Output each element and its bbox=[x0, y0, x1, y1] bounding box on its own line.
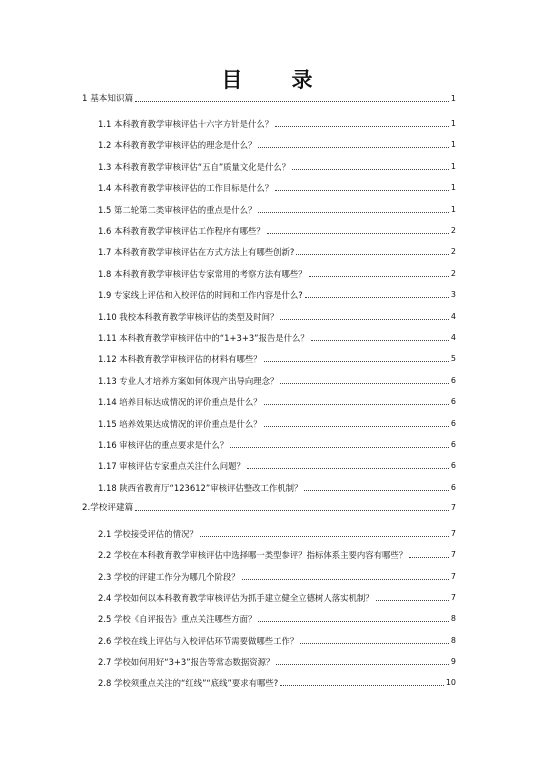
toc-entry[interactable] bbox=[98, 312, 456, 322]
toc-page-number: 1 bbox=[450, 140, 456, 150]
toc-entry[interactable] bbox=[98, 419, 456, 429]
dot-leader bbox=[304, 489, 449, 491]
dot-leader bbox=[309, 275, 449, 277]
toc-page-number: 5 bbox=[450, 354, 456, 364]
toc-page-number: 2 bbox=[450, 226, 456, 235]
toc-page-number: 6 bbox=[450, 440, 456, 449]
dot-leader bbox=[135, 100, 449, 102]
toc-entry[interactable] bbox=[98, 333, 456, 343]
toc-entry-label: 1.5 第二轮第二类审核评估的重点是什么？ bbox=[98, 204, 257, 215]
toc-entry[interactable] bbox=[98, 247, 456, 257]
toc-entry-label: 1.13 专业人才培养方案如何体现产出导向理念？ bbox=[98, 375, 279, 386]
toc-entry-label: 2.2 学校在本科教育教学审核评估中选择哪一类型参评？指标体系主要内容有哪些？ bbox=[98, 550, 408, 561]
toc-page-number: 4 bbox=[450, 333, 456, 342]
toc-entry-label: 1.1 本科教育教学审核评估十六字方针是什么？ bbox=[98, 119, 274, 129]
toc-page-number: 10 bbox=[445, 678, 456, 688]
dot-leader bbox=[292, 168, 449, 170]
dot-leader bbox=[267, 232, 449, 234]
dot-leader bbox=[296, 253, 449, 255]
toc-entry[interactable] bbox=[98, 657, 456, 667]
dot-leader bbox=[275, 189, 449, 191]
toc-entry-label: 2.1 学校接受评估的情况？ bbox=[98, 529, 198, 539]
toc-page-number: 3 bbox=[450, 290, 456, 300]
toc-entry[interactable] bbox=[98, 183, 456, 193]
dot-leader bbox=[242, 578, 449, 580]
toc-entry[interactable] bbox=[98, 461, 456, 471]
dot-leader bbox=[311, 339, 449, 341]
toc-page-number: 6 bbox=[450, 375, 456, 385]
dot-leader bbox=[247, 467, 449, 469]
toc-page-number: 7 bbox=[450, 503, 456, 512]
toc-entry[interactable] bbox=[98, 119, 456, 129]
toc-entry-label: 2.4 学校如何以本科教育教学审核评估为抓手建立健全立德树人落实机制？ bbox=[98, 592, 374, 603]
toc-page-number: 1 bbox=[450, 161, 456, 171]
toc-page-number: 1 bbox=[450, 183, 456, 193]
toc-page-number: 6 bbox=[450, 418, 456, 428]
toc-entry-label: 1.2 本科教育教学审核评估的理念是什么？ bbox=[98, 140, 257, 151]
toc-page-number: 8 bbox=[450, 614, 456, 624]
toc-entry[interactable] bbox=[98, 269, 456, 279]
toc-entry-label: 1.16 审核评估的重点要求是什么？ bbox=[98, 440, 229, 450]
toc-page-number: 8 bbox=[450, 635, 456, 645]
toc-entry-label: 1.9 专家线上评估和入校评估的时间和工作内容是什么? bbox=[98, 290, 303, 301]
toc-entry-label: 1.10 我校本科教育教学审核评估的类型及时间？ bbox=[98, 311, 279, 322]
dot-leader bbox=[258, 620, 449, 622]
dot-leader bbox=[258, 211, 449, 213]
toc-page-number: 7 bbox=[450, 592, 456, 602]
toc-page-number: 7 bbox=[450, 571, 456, 581]
toc-entry[interactable] bbox=[98, 440, 456, 450]
toc-page-number: 2 bbox=[450, 268, 456, 278]
toc-entry[interactable] bbox=[98, 529, 456, 539]
toc-entry-label: 2.8 学校须重点关注的“红线”“底线”要求有哪些? bbox=[98, 678, 279, 689]
toc-page-number: 7 bbox=[450, 550, 456, 560]
toc-entry[interactable] bbox=[98, 483, 456, 493]
toc-entry-label: 1.6 本科教育教学审核评估工作程序有哪些？ bbox=[98, 226, 265, 236]
toc-page-number: 1 bbox=[450, 94, 456, 103]
dot-leader bbox=[276, 663, 449, 665]
toc-entry[interactable] bbox=[98, 162, 456, 172]
dot-leader bbox=[305, 296, 449, 298]
toc-entry-label: 1.7 本科教育教学审核评估在方式方法上有哪些创新? bbox=[98, 247, 295, 258]
toc-entry[interactable] bbox=[98, 550, 456, 560]
toc-entry[interactable] bbox=[98, 354, 456, 364]
dot-leader bbox=[200, 535, 449, 537]
toc-entry-label: 1.15 培养效果达成情况的评价重点是什么？ bbox=[98, 418, 262, 429]
toc-section[interactable] bbox=[82, 94, 456, 104]
dot-leader bbox=[280, 382, 448, 384]
toc-entry-label: 1.12 本科教育教学审核评估的材料有哪些？ bbox=[98, 354, 262, 365]
toc-page-number: 6 bbox=[450, 461, 456, 471]
dot-leader bbox=[135, 509, 449, 511]
toc-page-number: 6 bbox=[450, 397, 456, 407]
toc-page-number: 9 bbox=[450, 656, 456, 666]
page-title: 目 录 bbox=[221, 68, 327, 92]
dot-leader bbox=[264, 360, 449, 362]
toc-entry[interactable] bbox=[98, 593, 456, 603]
dot-leader bbox=[264, 425, 449, 427]
toc-entry[interactable] bbox=[98, 290, 456, 300]
toc-entry[interactable] bbox=[98, 205, 456, 215]
toc-entry-label: 2.3 学校的评建工作分为哪几个阶段？ bbox=[98, 571, 240, 582]
toc-entry[interactable] bbox=[98, 226, 456, 236]
dot-leader bbox=[258, 146, 449, 148]
toc-entry[interactable] bbox=[98, 397, 456, 407]
toc-entry[interactable] bbox=[98, 636, 456, 646]
toc-section-label: 2.学校评建篇 bbox=[82, 503, 134, 513]
dot-leader bbox=[230, 446, 449, 448]
toc-page-number: 1 bbox=[450, 204, 456, 214]
toc-page-number: 4 bbox=[450, 311, 456, 321]
toc-entry-label: 2.5 学校《自评报告》重点关注哪些方面？ bbox=[98, 614, 257, 625]
toc-entry-label: 1.11 本科教育教学审核评估中的“1+3+3”报告是什么？ bbox=[98, 333, 309, 343]
toc-entry[interactable] bbox=[98, 678, 456, 688]
dot-leader bbox=[264, 403, 449, 405]
toc-entry[interactable] bbox=[98, 572, 456, 582]
toc-entry-label: 1.14 培养目标达成情况的评价重点是什么？ bbox=[98, 397, 262, 408]
toc-page-number: 1 bbox=[450, 119, 456, 128]
dot-leader bbox=[280, 318, 448, 320]
dot-leader bbox=[376, 599, 449, 601]
toc-entry-label: 1.18 陕西省教育厅“123612”审核评估整改工作机制？ bbox=[98, 482, 303, 493]
dot-leader bbox=[275, 125, 449, 127]
dot-leader bbox=[280, 684, 444, 686]
toc-entry-label: 1.8 本科教育教学审核评估专家常用的考察方法有哪些？ bbox=[98, 268, 307, 279]
dot-leader bbox=[300, 642, 449, 644]
toc-section[interactable] bbox=[82, 503, 456, 513]
toc-page-number: 7 bbox=[450, 529, 456, 538]
toc-entry[interactable] bbox=[98, 614, 456, 624]
toc-entry-label: 1.4 本科教育教学审核评估的工作目标是什么？ bbox=[98, 183, 274, 194]
toc-entry-label: 1.17 审核评估专家重点关注什么问题？ bbox=[98, 461, 245, 472]
toc-page-number: 2 bbox=[450, 247, 456, 257]
toc-section-label: 1 基本知识篇 bbox=[82, 94, 134, 104]
toc-entry-label: 2.6 学校在线上评估与入校评估环节需要做哪些工作？ bbox=[98, 635, 299, 646]
toc-page-number: 6 bbox=[450, 482, 456, 492]
toc-entry-label: 2.7 学校如何用好“3+3”报告等常态数据资源？ bbox=[98, 656, 275, 667]
toc-entry[interactable] bbox=[98, 376, 456, 386]
dot-leader bbox=[409, 556, 449, 558]
toc-entry[interactable] bbox=[98, 140, 456, 150]
toc-entry-label: 1.3 本科教育教学审核评估“五自”质量文化是什么？ bbox=[98, 161, 291, 172]
